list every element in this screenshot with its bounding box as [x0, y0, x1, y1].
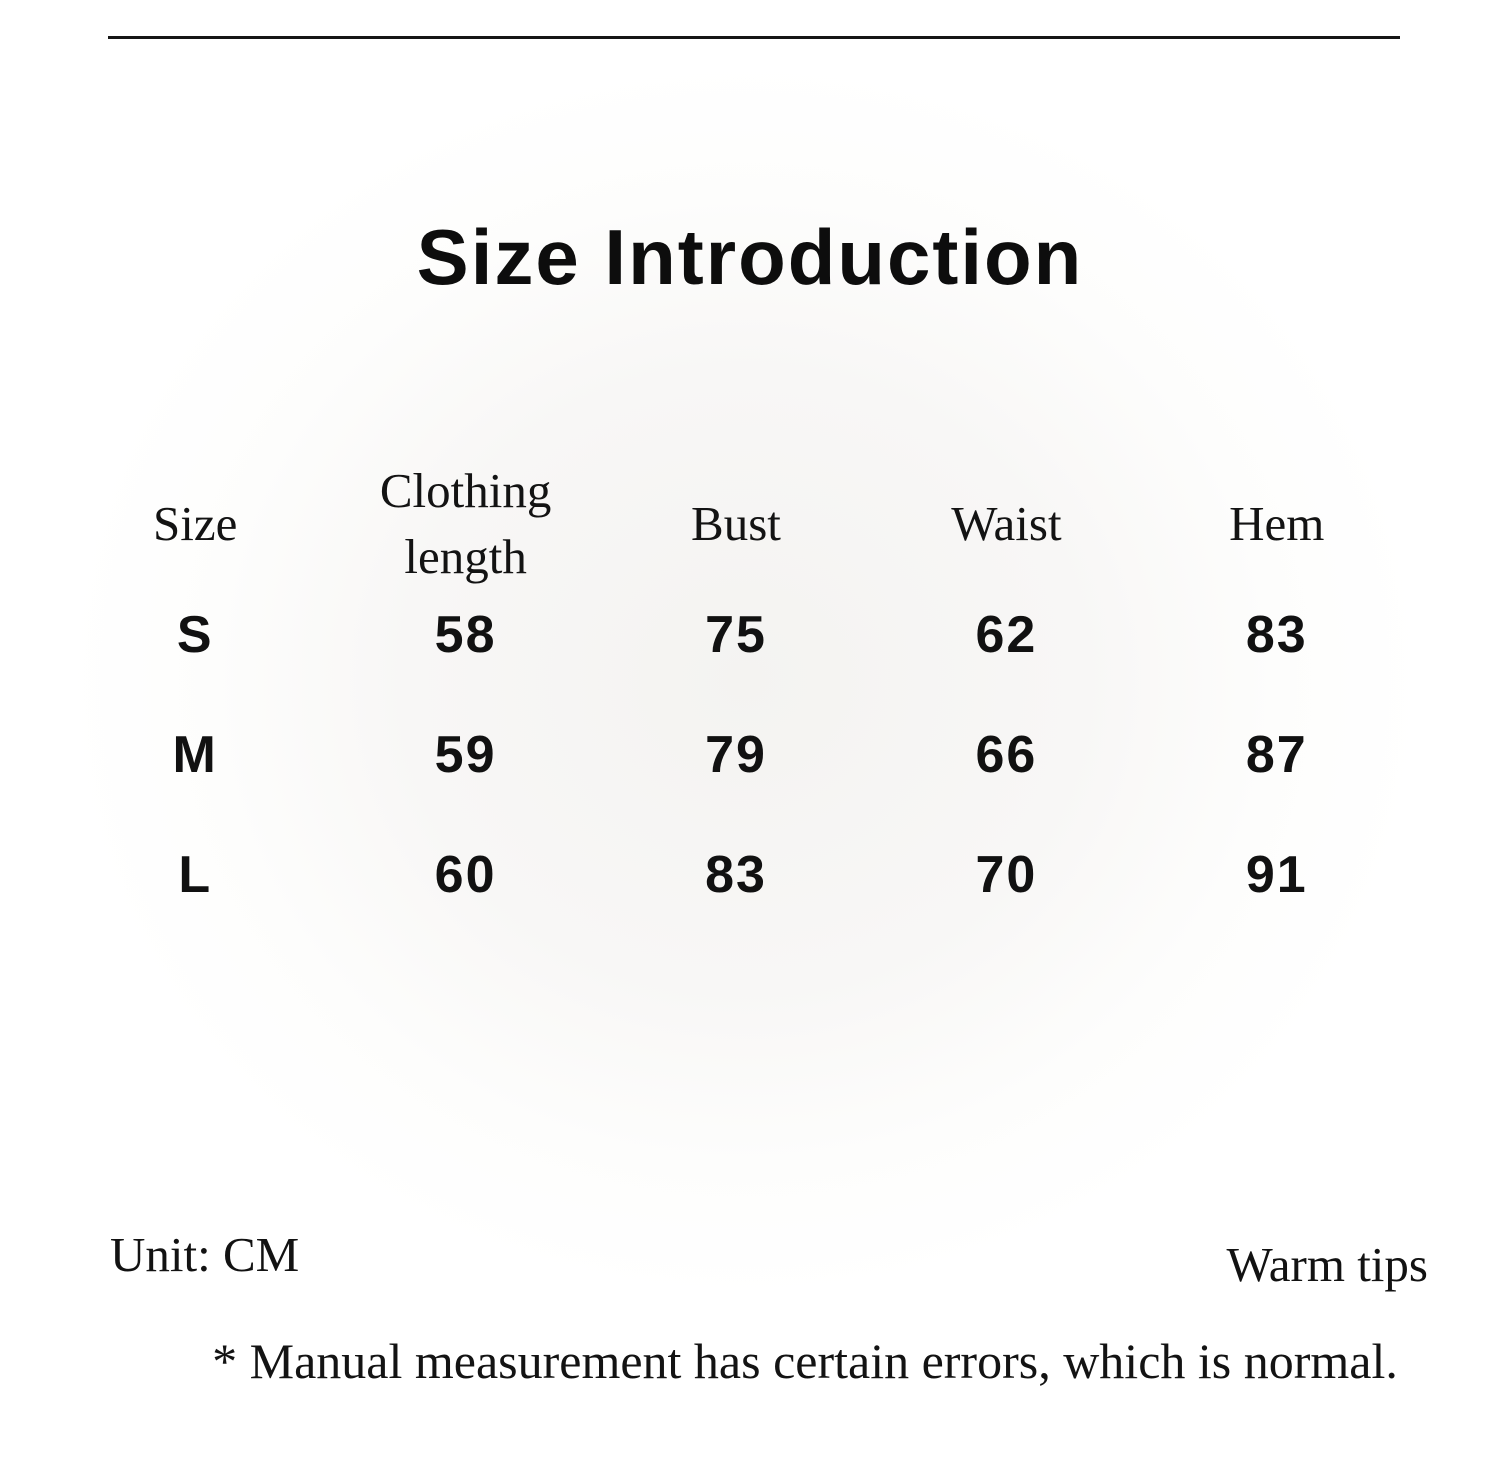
cell-m-hem: 87 — [1245, 726, 1308, 784]
measurement-note: * Manual measurement has certain errors, which is normal. — [212, 1333, 1398, 1389]
row-label-m: M — [172, 726, 218, 784]
size-table — [60, 458, 1412, 935]
cell-l-bust: 83 — [705, 846, 767, 904]
cell-s-bust: 75 — [705, 606, 767, 664]
row-label-l: L — [178, 846, 213, 904]
cell-l-hem: 91 — [1245, 846, 1308, 904]
warm-tips-label: Warm tips — [1226, 1237, 1428, 1292]
unit-label: Unit: CM — [110, 1227, 300, 1282]
cell-s-hem: 83 — [1245, 606, 1308, 664]
table-row — [60, 815, 1412, 935]
cell-m-clothing-length: 59 — [434, 726, 497, 784]
column-header-bust: Bust — [691, 496, 781, 551]
column-header-waist: Waist — [951, 496, 1062, 551]
cell-s-waist: 62 — [975, 606, 1038, 664]
cell-l-clothing-length: 60 — [434, 846, 497, 904]
cell-l-waist: 70 — [975, 846, 1038, 904]
column-header-size: Size — [153, 496, 238, 551]
size-table-header-row — [60, 458, 1412, 584]
table-row — [60, 575, 1412, 695]
cell-m-bust: 79 — [705, 726, 767, 784]
row-label-s: S — [176, 606, 214, 664]
column-header-hem: Hem — [1229, 496, 1325, 551]
column-header-clothing-length: Clothing length — [379, 463, 552, 584]
cell-m-waist: 66 — [975, 726, 1038, 784]
cell-s-clothing-length: 58 — [434, 606, 497, 664]
table-row — [60, 695, 1412, 815]
top-divider — [108, 36, 1400, 39]
page-title: Size Introduction — [416, 213, 1084, 302]
